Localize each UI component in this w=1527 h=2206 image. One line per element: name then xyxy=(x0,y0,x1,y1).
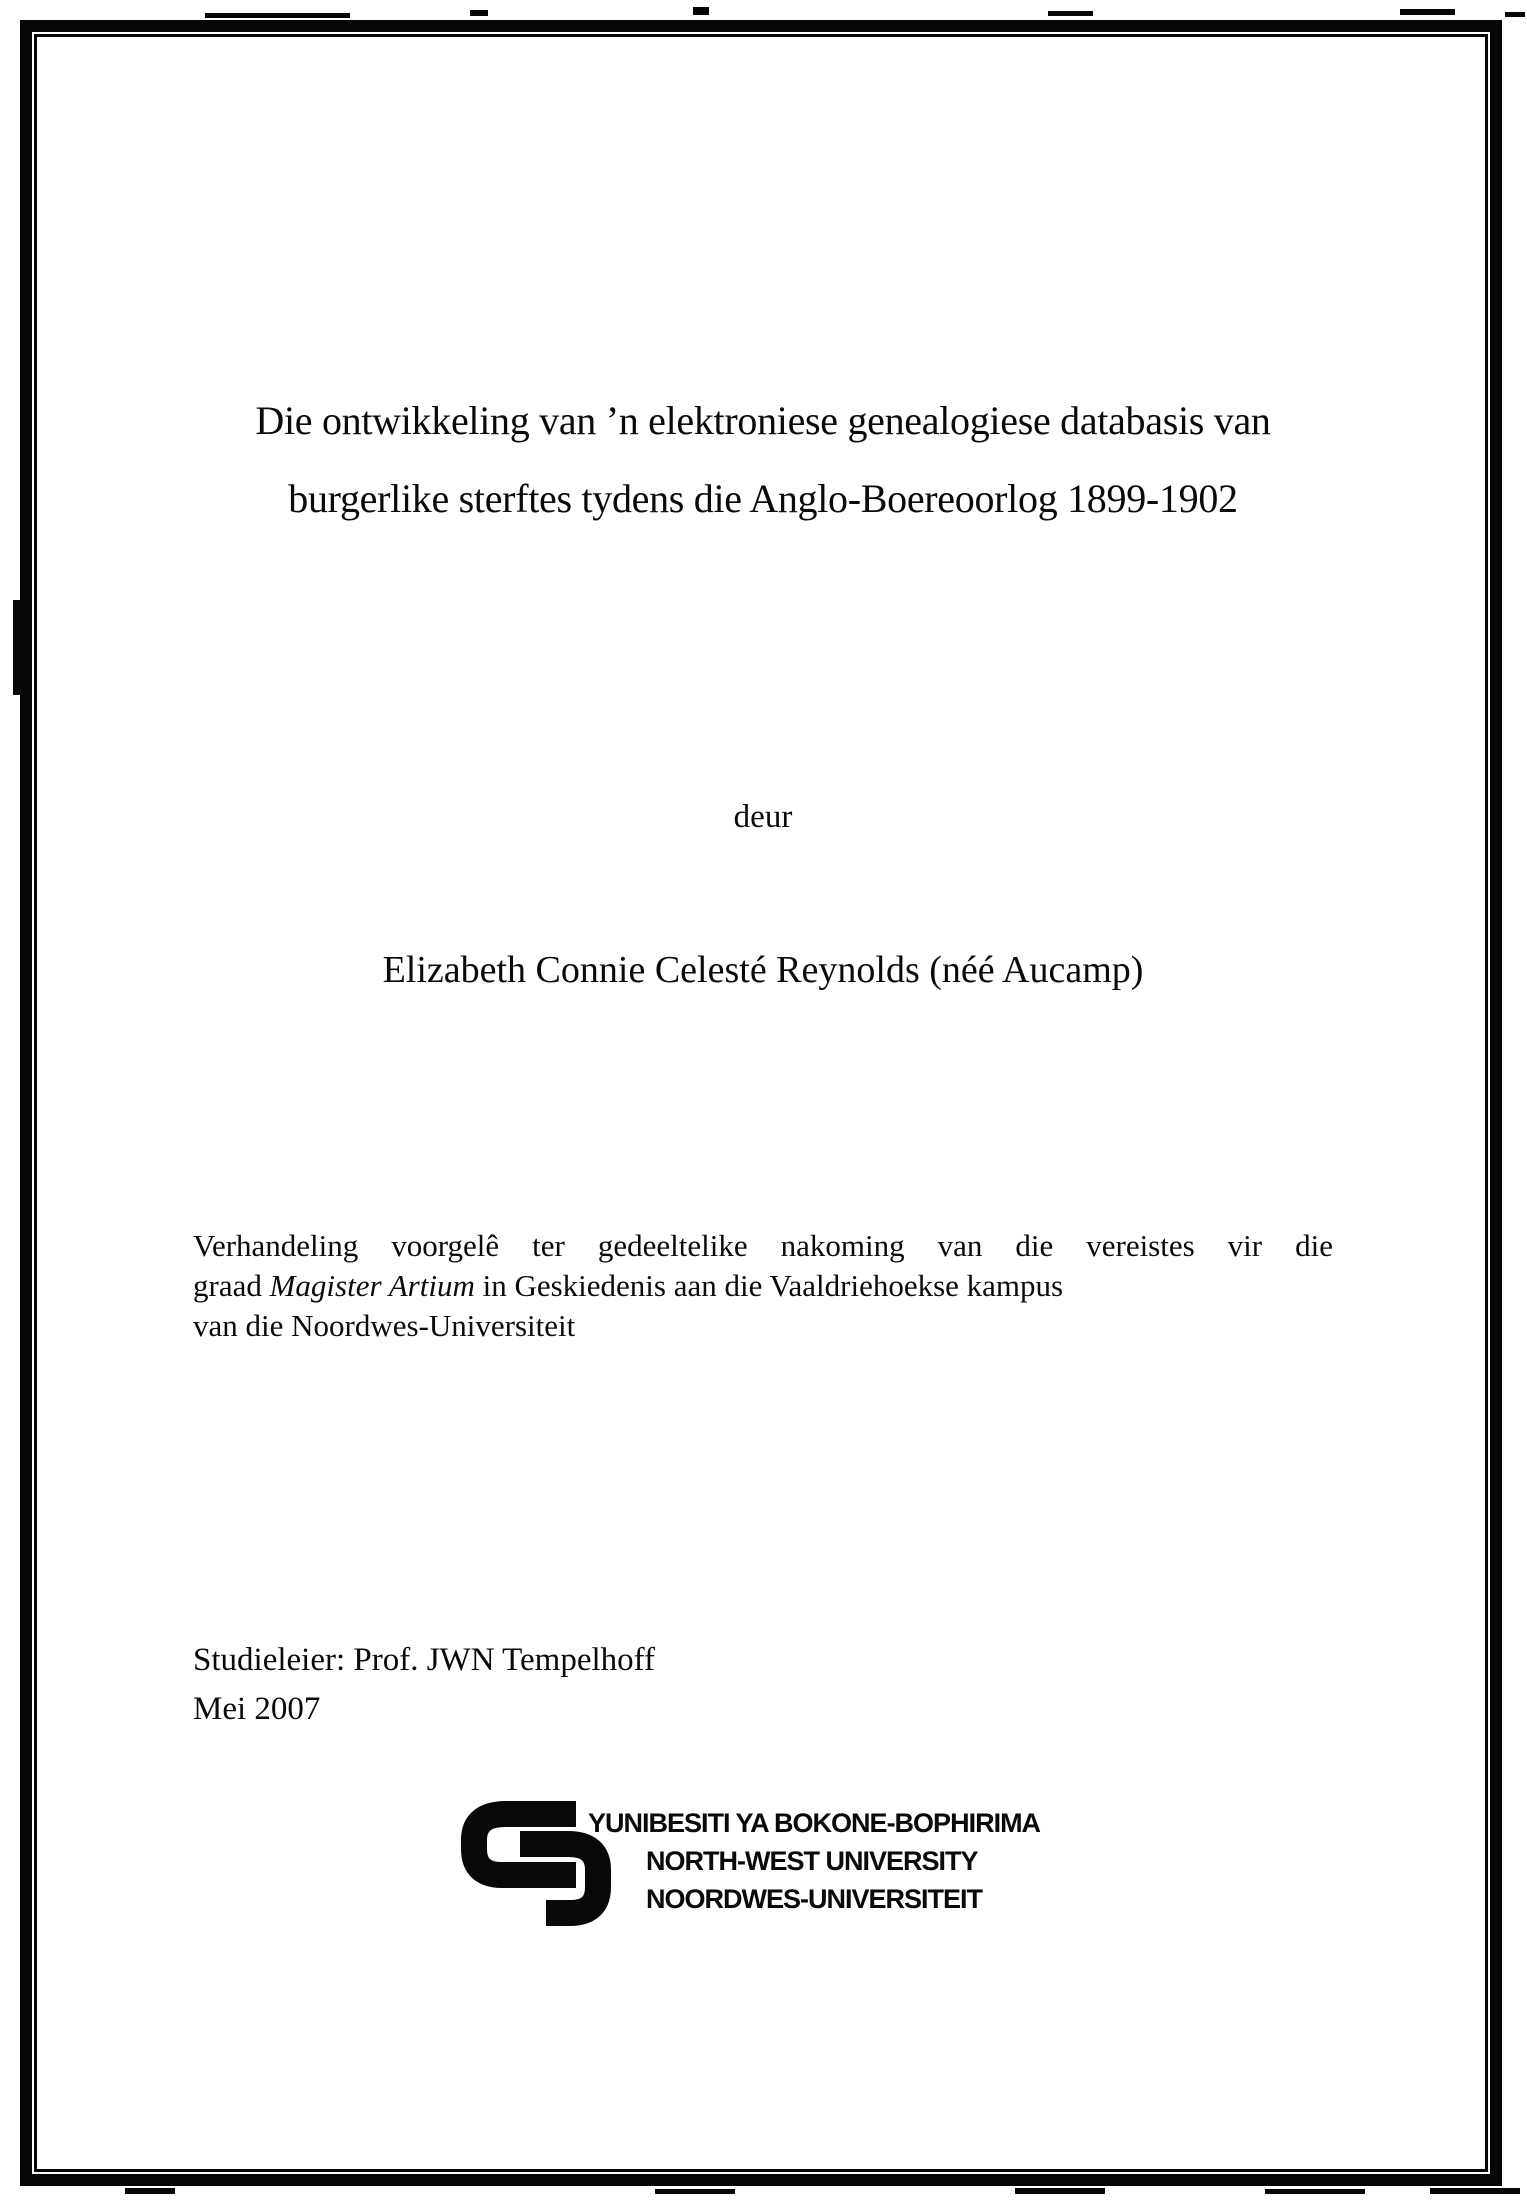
scan-artifact xyxy=(1265,2189,1365,2194)
university-name-english: NORTH-WEST UNIVERSITY xyxy=(646,1846,978,1876)
scan-artifact xyxy=(1505,12,1525,17)
scan-artifact xyxy=(693,7,709,15)
supervisor-line: Studieleier: Prof. JWN Tempelhoff xyxy=(193,1642,656,1678)
degree-statement xyxy=(193,1226,1333,1346)
scan-artifact xyxy=(655,2189,735,2194)
byline: deur xyxy=(733,799,793,835)
degree-statement-line2-prefix: graad xyxy=(193,1268,270,1303)
north-west-university-logo xyxy=(458,1798,1158,1938)
supervisor-block xyxy=(193,1636,655,1734)
degree-statement-line2-suffix: in Geskiedenis aan die Vaaldriehoekse kampus xyxy=(474,1268,1064,1303)
scan-artifact xyxy=(125,2188,175,2194)
university-name-setswana: YUNIBESITI YA BOKONE-BOPHIRIMA xyxy=(588,1808,1041,1838)
scan-artifact xyxy=(470,10,488,16)
degree-name: Magister Artium xyxy=(269,1268,475,1303)
degree-statement-line1: Verhandeling voorgelê ter gedeeltelike nakoming van die vereistes vir die xyxy=(193,1228,1333,1263)
degree-statement-line2 xyxy=(193,1266,1333,1306)
thesis-title-line1: Die ontwikkeling van ’n elektroniese genealogiese databasis van xyxy=(255,398,1271,443)
university-name-afrikaans: NOORDWES-UNIVERSITEIT xyxy=(646,1884,983,1914)
thesis-title xyxy=(23,382,1503,538)
scan-artifact xyxy=(205,13,350,18)
scan-artifact xyxy=(1048,11,1093,16)
scan-artifact xyxy=(1400,9,1455,15)
date-line: Mei 2007 xyxy=(193,1691,321,1727)
author-name: Elizabeth Connie Celesté Reynolds (néé Aucamp) xyxy=(382,949,1144,991)
degree-statement-line3: van die Noordwes-Universiteit xyxy=(193,1308,576,1343)
scan-artifact xyxy=(1430,2188,1520,2194)
thesis-title-line2: burgerlike sterftes tydens die Anglo-Boereoorlog 1899-1902 xyxy=(288,476,1238,521)
university-wordmark xyxy=(588,1804,1040,1918)
scan-artifact xyxy=(1015,2188,1105,2194)
